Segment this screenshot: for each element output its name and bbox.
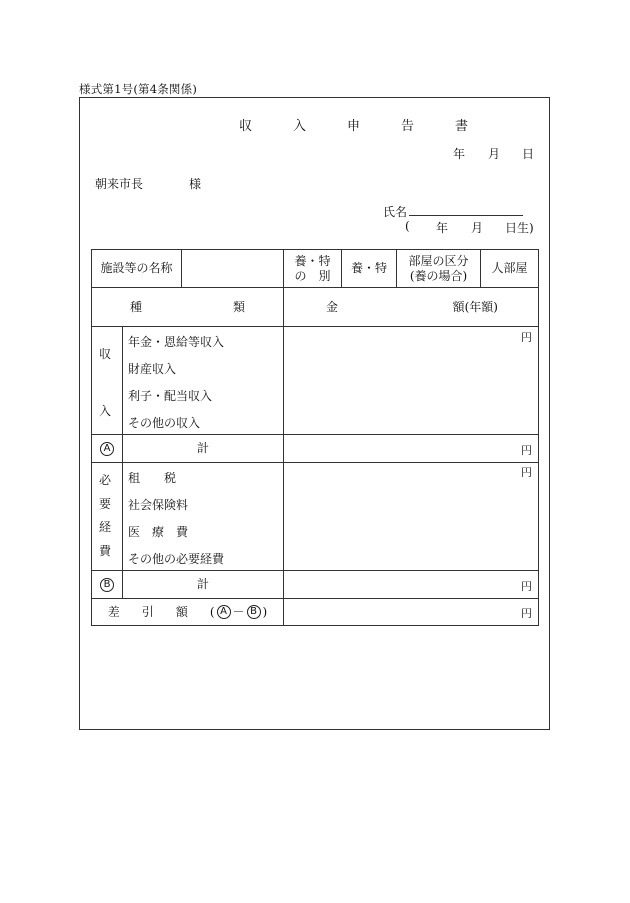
date-day-label: 日 — [522, 147, 535, 161]
expense-total-field[interactable] — [283, 571, 539, 598]
difference-minus: － — [232, 604, 245, 619]
room-class-label-line1: 部屋の区分 — [408, 253, 469, 268]
income-item-other: その他の収入 — [128, 416, 201, 430]
difference-label-c: 額 — [175, 604, 188, 619]
difference-close-paren: ) — [262, 604, 268, 619]
birth-year-label: 年 — [436, 221, 449, 235]
income-total-mark — [92, 435, 122, 462]
difference-label-a: 差 — [107, 604, 120, 619]
income-amount-field[interactable] — [283, 327, 539, 434]
column-header-kind-a: 種 — [130, 299, 143, 314]
difference-amount-field[interactable] — [283, 599, 539, 625]
income-total-field[interactable] — [283, 435, 539, 462]
expense-section-label — [99, 471, 111, 559]
mark-b-icon: B — [100, 578, 114, 592]
income-item-interest-dividend: 利子・配当収入 — [128, 389, 213, 403]
room-class-label — [397, 250, 480, 287]
applicant-name-label: 氏名 — [383, 205, 408, 219]
applicant-name-field[interactable] — [409, 215, 523, 216]
mark-b-icon: B — [247, 605, 261, 619]
expense-label-char-1: 必 — [99, 473, 112, 487]
column-header-amount — [284, 288, 538, 326]
income-table — [91, 249, 539, 626]
birth-month-label: 月 — [471, 221, 484, 235]
expense-label-char-3: 経 — [99, 520, 112, 535]
income-section-label-top: 収 — [99, 347, 112, 361]
column-header-kind — [92, 288, 283, 326]
expense-total-yen: 円 — [521, 580, 532, 593]
facility-type-value[interactable]: 養・特 — [350, 261, 387, 275]
date-month-label: 月 — [488, 147, 501, 161]
birthdate-open-paren: ( — [405, 219, 410, 233]
expense-item-other: その他の必要経費 — [128, 552, 225, 566]
column-header-kind-b: 類 — [232, 299, 245, 314]
facility-type-label-line1: 養・特 — [294, 253, 331, 268]
expense-total-label: 計 — [196, 577, 209, 591]
difference-label-b: 引 — [141, 604, 154, 619]
expense-label-char-2: 要 — [99, 496, 112, 511]
facility-type-label-line2: の 別 — [294, 268, 331, 283]
addressee-name: 朝来市長 — [95, 177, 144, 191]
facility-type-label — [284, 250, 341, 287]
addressee-honorific: 様 — [189, 177, 202, 191]
facility-name-label: 施設等の名称 — [100, 261, 173, 275]
date-year-label: 年 — [453, 147, 466, 161]
income-item-property: 財産収入 — [128, 362, 177, 376]
document-title: 収 入 申 告 書 — [239, 119, 483, 134]
income-item-pension: 年金・恩給等収入 — [128, 335, 225, 349]
birth-day-label: 日生) — [505, 221, 534, 235]
expense-label-char-4: 費 — [99, 543, 112, 558]
difference-open-paren: ( — [209, 604, 215, 619]
income-total-yen: 円 — [521, 444, 532, 457]
income-section-label-bottom: 入 — [99, 404, 112, 418]
expense-amount-yen: 円 — [521, 466, 532, 479]
expense-item-social-insurance: 社会保険料 — [128, 498, 189, 512]
mark-a-icon: A — [100, 442, 114, 456]
expense-item-medical: 医 療 費 — [128, 525, 189, 539]
income-total-label: 計 — [196, 441, 209, 455]
form-number: 様式第1号(第4条関係) — [79, 82, 198, 96]
expense-total-mark — [92, 571, 122, 598]
room-class-value[interactable]: 人部屋 — [491, 261, 528, 275]
expense-amount-field[interactable] — [283, 463, 539, 570]
column-header-amount-a: 金 — [326, 299, 339, 314]
mark-a-icon: A — [217, 605, 231, 619]
income-amount-yen: 円 — [521, 331, 532, 344]
facility-name-field[interactable] — [182, 250, 283, 287]
difference-formula — [210, 605, 267, 620]
difference-label — [92, 599, 283, 625]
room-class-label-line2: (養の場合) — [409, 268, 468, 283]
expense-item-tax: 租 税 — [128, 471, 177, 485]
column-header-amount-b: 額(年額) — [452, 299, 498, 314]
difference-amount-yen: 円 — [521, 607, 532, 620]
